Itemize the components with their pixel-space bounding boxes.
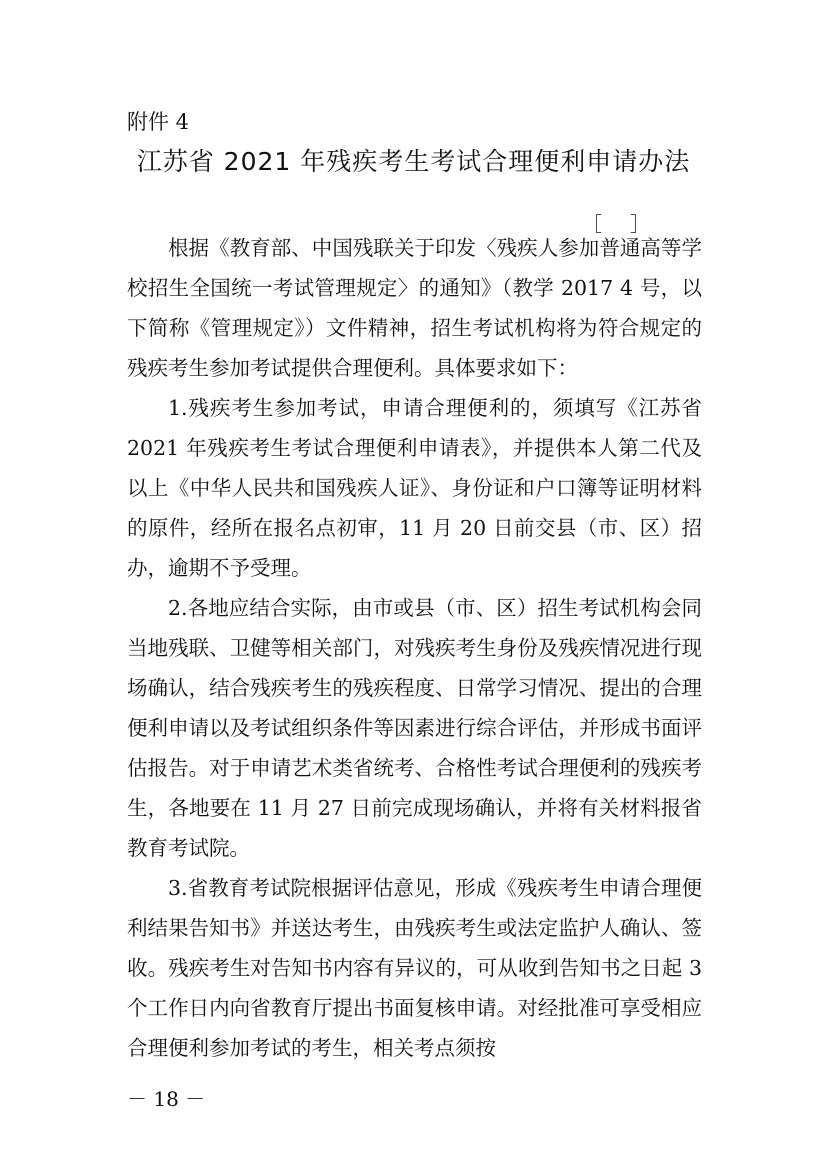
annex-label: 附件 4	[127, 110, 190, 134]
page-number: － 18 －	[127, 1087, 206, 1111]
bracket-mark-right: ］	[630, 212, 650, 236]
paragraph-item-2: 2.各地应结合实际，由市或县（市、区）招生考试机构会同当地残联、卫健等相关部门，对残疾考生身份及残疾情况进行现场确认，结合残疾考生的残疾程度、日常学习情况、提出的合理便利申请以及考试组织条件等因素进行综合评估，并形成书面评估报告。对于申请艺术类省统考、合格性考试合理便利的残疾考生，各地要在 11 月 27 日前完成现场确认，并将有关材料报省教育考试院。	[127, 596, 702, 860]
bracket-mark-left: ［	[582, 212, 602, 236]
paragraph-item-1: 1.残疾考生参加考试，申请合理便利的，须填写《江苏省 2021 年残疾考生考试合理便利申请表》，并提供本人第二代及以上《中华人民共和国残疾人证》、身份证和户口簿等证明材料的原件，经所在报名点初审，11 月 20 日前交县（市、区）招办，逾期不予受理。	[127, 396, 702, 580]
document-title: 江苏省 2021 年残疾考生考试合理便利申请办法	[136, 147, 691, 176]
paragraph-intro: 根据《教育部、中国残联关于印发〈残疾人参加普通高等学校招生全国统一考试管理规定〉的通知》（教学 2017 4 号，以下简称《管理规定》）文件精神，招生考试机构将为符合规定的残疾考生参加考试提供合理便利。具体要求如下：	[127, 236, 702, 380]
paragraph-item-3: 3.省教育考试院根据评估意见，形成《残疾考生申请合理便利结果告知书》并送达考生，由残疾考生或法定监护人确认、签收。残疾考生对告知书内容有异议的，可从收到告知书之日起 3 个工作日内向省教育厅提出书面复核申请。对经批准可享受相应合理便利参加考试的考生，相关考点须按	[127, 876, 702, 1060]
document-body	[127, 228, 702, 1068]
